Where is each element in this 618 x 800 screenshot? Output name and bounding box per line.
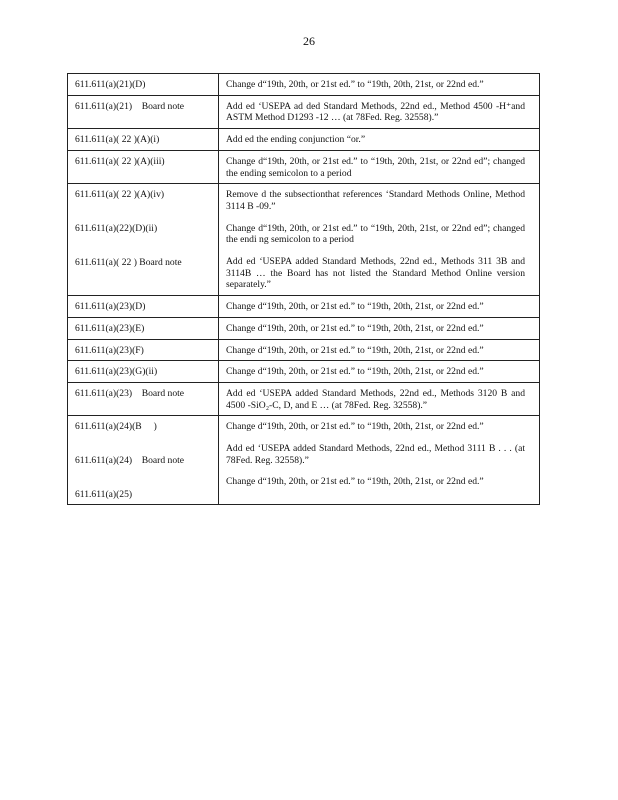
action-cell [219, 150, 540, 183]
section-reference: 611.611(a)(25) [75, 488, 133, 500]
section-reference: 611.611(a)( 22 ) Board note [75, 256, 182, 268]
table-row [68, 361, 540, 383]
section-cell [68, 95, 219, 128]
section-reference: 611.611(a)(21) Board note [75, 100, 185, 112]
action-cell [219, 296, 540, 318]
table-row [68, 296, 540, 318]
section-reference: 611.611(a)( 22 )(A)(iii) [75, 155, 165, 167]
section-cell [68, 416, 219, 505]
section-reference: 611.611(a)(23)(D) [75, 301, 146, 313]
table-row [68, 339, 540, 361]
table-row [68, 150, 540, 183]
section-cell [68, 129, 219, 151]
action-description: Change d“19th, 20th, or 21st ed.” to “19th, 20th, 21st, or 22nd ed.” [226, 322, 484, 334]
section-cell [68, 317, 219, 339]
section-cell [68, 339, 219, 361]
action-cell [219, 382, 540, 415]
section-cell [68, 382, 219, 415]
section-reference: 611.611(a)(24) Board note [75, 455, 185, 467]
section-cell [68, 296, 219, 318]
action-description: Change d“19th, 20th, or 21st ed.” to “19th, 20th, 21st, or 22nd ed”; changed the ending semicolon to a period [226, 155, 525, 179]
section-reference: 611.611(a)(21)(D) [75, 79, 146, 90]
section-reference: 611.611(a)( 22 )(A)(i) [75, 134, 160, 146]
action-cell [219, 95, 540, 128]
section-cell [68, 361, 219, 383]
section-reference: 611.611(a)(23) Board note [75, 387, 185, 399]
amendments-table [67, 73, 540, 505]
action-cell [219, 361, 540, 383]
section-reference: 611.611(a)( 22 )(A)(iv) [75, 189, 165, 201]
section-reference: 611.611(a)(23)(E) [75, 322, 145, 334]
section-cell [68, 74, 219, 96]
table-row [68, 95, 540, 128]
action-description: Add ed ‘USEPA added Standard Methods, 22nd ed., Method 3111 B . . . (at 78Fed. Reg. 32558).” [226, 443, 525, 466]
section-cell [68, 184, 219, 296]
action-description: Add ed the ending conjunction “or.” [226, 134, 366, 146]
action-description: Change d“19th, 20th, or 21st ed.” to “19th, 20th, 21st, or 22nd ed.” [226, 421, 484, 433]
table-row [68, 317, 540, 339]
action-cell [219, 317, 540, 339]
table-row [68, 129, 540, 151]
action-description: Change d“19th, 20th, or 21st ed.” to “19th, 20th, 21st, or 22nd ed.” [226, 79, 484, 90]
action-description: Change d“19th, 20th, or 21st ed.” to “19th, 20th, 21st, or 22nd ed.” [226, 344, 484, 356]
action-description: Change d“19th, 20th, or 21st ed.” to “19th, 20th, 21st, or 22nd ed.” [226, 301, 484, 313]
action-description: Add ed ‘USEPA ad ded Standard Methods, 22nd ed., Method 4500 -H⁺and ASTM Method D1293 -12 … (at 78Fed. Reg. 32558).” [226, 100, 525, 124]
action-description: Change d“19th, 20th, or 21st ed.” to “19th, 20th, 21st, or 22nd ed.” [226, 366, 484, 378]
action-description: Add ed ‘USEPA added Standard Methods, 22nd ed., Methods 3120 B and 4500 -SiO₂-C, D, and E … (at 78Fed. Reg. 32558).” [226, 387, 525, 411]
table-row [68, 416, 540, 505]
section-reference: 611.611(a)(22)(D)(ii) [75, 222, 158, 234]
section-reference: 611.611(a)(23)(G)(ii) [75, 366, 158, 378]
action-cell [219, 339, 540, 361]
action-description: Change d“19th, 20th, or 21st ed.” to “19th, 20th, 21st, or 22nd ed.” [226, 476, 484, 488]
section-reference: 611.611(a)(24)(B ) [75, 421, 157, 433]
action-cell [219, 129, 540, 151]
section-cell [68, 150, 219, 183]
action-cell [219, 416, 540, 505]
action-cell [219, 184, 540, 296]
table-row [68, 74, 540, 96]
action-cell [219, 74, 540, 96]
table-row [68, 382, 540, 415]
action-description: Remove d the subsectionthat references ‘Standard Methods Online, Method 3114 B -09.” [226, 189, 525, 212]
action-description: Change d“19th, 20th, or 21st ed.” to “19th, 20th, 21st, or 22nd ed”; changed the endi ng semicolon to a period [226, 222, 525, 246]
table-row [68, 184, 540, 296]
page-number: 26 [303, 34, 315, 48]
action-description: Add ed ‘USEPA added Standard Methods, 22nd ed., Methods 311 3B and 3114B … the Board has not listed the Standard Method Online version separately.” [226, 256, 525, 291]
section-reference: 611.611(a)(23)(F) [75, 344, 144, 356]
